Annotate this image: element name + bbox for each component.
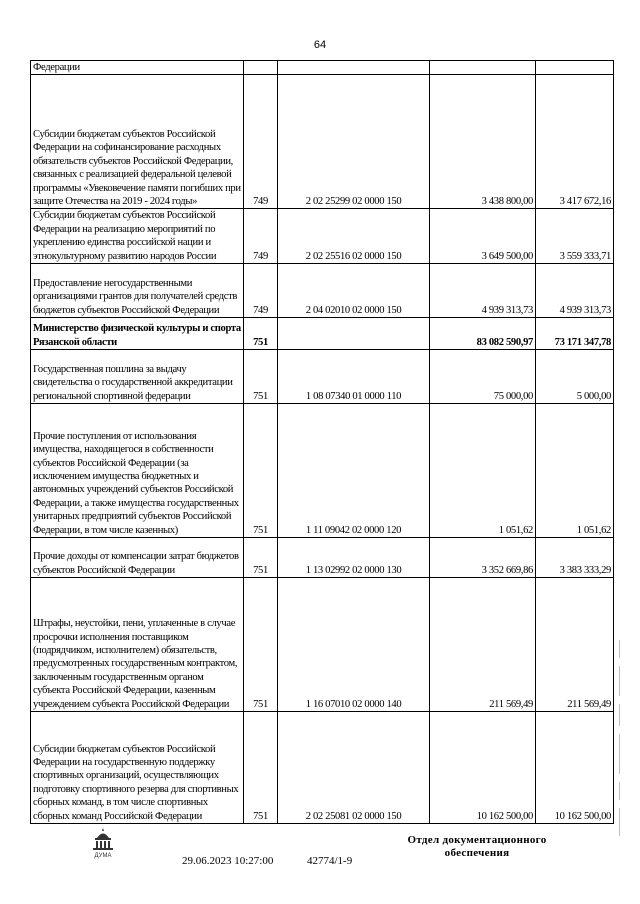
- row-code-cell: 751: [244, 712, 278, 824]
- row-kbk-cell: 1 11 09042 02 0000 120: [278, 404, 430, 538]
- row-plan-cell: 3 352 669,86: [430, 538, 536, 578]
- row-code-cell: 749: [244, 264, 278, 318]
- page-number: 64: [313, 39, 327, 51]
- row-kbk-cell: [278, 61, 430, 75]
- row-plan-cell: 4 939 313,73: [430, 264, 536, 318]
- row-name-cell: Субсидии бюджетам субъектов Российской Федерации на реализацию мероприятий по укреплению единства российской нации и этнокультурному развитию народов России: [31, 209, 244, 264]
- table-row: [31, 75, 614, 209]
- row-plan-cell: 75 000,00: [430, 350, 536, 404]
- row-code-cell: 751: [244, 538, 278, 578]
- row-code-cell: [244, 61, 278, 75]
- row-kbk-cell: 2 02 25081 02 0000 150: [278, 712, 430, 824]
- row-fact-cell: 10 162 500,00: [536, 712, 614, 824]
- row-fact-cell: 5 000,00: [536, 350, 614, 404]
- row-plan-cell: [430, 61, 536, 75]
- row-kbk-cell: 1 08 07340 01 0000 110: [278, 350, 430, 404]
- row-kbk-cell: 1 13 02992 02 0000 130: [278, 538, 430, 578]
- row-plan-cell: 83 082 590,97: [430, 318, 536, 350]
- row-fact-cell: 4 939 313,73: [536, 264, 614, 318]
- table-row: [31, 318, 614, 350]
- row-code-cell: 751: [244, 404, 278, 538]
- row-name-cell: Субсидии бюджетам субъектов Российской Федерации на государственную поддержку спортивных организаций, осуществляющих подготовку спортивного резерва для спортивных сборных команд, в том числе спортивных сборных команд Российской Федерации: [31, 712, 244, 824]
- row-plan-cell: 3 649 500,00: [430, 209, 536, 264]
- table-row: [31, 578, 614, 712]
- row-fact-cell: 73 171 347,78: [536, 318, 614, 350]
- row-name-cell: Государственная пошлина за выдачу свидетельства о государственной аккредитации региональной спортивной федерации: [31, 350, 244, 404]
- footer-datetime: 29.06.2023 10:27:00: [182, 855, 274, 867]
- footer-department: [403, 834, 551, 860]
- table-row: [31, 209, 614, 264]
- row-kbk-cell: 2 02 25299 02 0000 150: [278, 75, 430, 209]
- row-code-cell: 749: [244, 75, 278, 209]
- row-name-cell: Штрафы, неустойки, пени, уплаченные в случае просрочки исполнения поставщиком (подрядчиком, исполнителем) обязательств, предусмотренных государственным контрактом, заключенным государственным органом субъекта Российской Федерации, казенным учреждением субъекта Российской Федерации: [31, 578, 244, 712]
- footer-department-line2: обеспечения: [444, 847, 510, 859]
- row-fact-cell: 3 559 333,71: [536, 209, 614, 264]
- table-row: [31, 61, 614, 75]
- row-kbk-cell: [278, 318, 430, 350]
- table-row: [31, 712, 614, 824]
- row-name-cell: Предоставление негосударственными организациями грантов для получателей средств бюджетов субъектов Российской Федерации: [31, 264, 244, 318]
- row-plan-cell: 211 569,49: [430, 578, 536, 712]
- side-margin-stamp: [616, 640, 624, 840]
- table-row: [31, 264, 614, 318]
- duma-seal-icon: [88, 826, 118, 860]
- revenue-table: [30, 60, 614, 824]
- row-plan-cell: 3 438 800,00: [430, 75, 536, 209]
- row-fact-cell: 3 383 333,29: [536, 538, 614, 578]
- row-plan-cell: 1 051,62: [430, 404, 536, 538]
- row-name-cell: Прочие доходы от компенсации затрат бюджетов субъектов Российской Федерации: [31, 538, 244, 578]
- row-kbk-cell: 2 04 02010 02 0000 150: [278, 264, 430, 318]
- row-fact-cell: [536, 61, 614, 75]
- row-name-cell: Министерство физической культуры и спорта Рязанской области: [31, 318, 244, 350]
- row-kbk-cell: 1 16 07010 02 0000 140: [278, 578, 430, 712]
- table-row: [31, 404, 614, 538]
- row-code-cell: 751: [244, 350, 278, 404]
- row-name-cell: Субсидии бюджетам субъектов Российской Федерации на софинансирование расходных обязательств субъектов Российской Федерации, связанных с реализацией федеральной целевой программы «Увековечение памяти погибших при защите Отечества на 2019 - 2024 годы»: [31, 75, 244, 209]
- row-fact-cell: 211 569,49: [536, 578, 614, 712]
- row-code-cell: 751: [244, 318, 278, 350]
- row-plan-cell: 10 162 500,00: [430, 712, 536, 824]
- row-fact-cell: 1 051,62: [536, 404, 614, 538]
- svg-text:ДУМА: ДУМА: [94, 853, 112, 859]
- footer-doc-number: 42774/1-9: [307, 855, 353, 867]
- row-kbk-cell: 2 02 25516 02 0000 150: [278, 209, 430, 264]
- footer-department-line1: Отдел документационного: [407, 834, 547, 846]
- row-code-cell: 749: [244, 209, 278, 264]
- row-fact-cell: 3 417 672,16: [536, 75, 614, 209]
- table-row: [31, 350, 614, 404]
- table-row: [31, 538, 614, 578]
- row-code-cell: 751: [244, 578, 278, 712]
- row-name-cell: Прочие поступления от использования имущества, находящегося в собственности субъектов Российской Федерации (за исключением имущества бюджетных и автономных учреждений субъектов Российской Федерации, а также имущества государственных унитарных предприятий субъектов Российской Федерации, в том числе казенных): [31, 404, 244, 538]
- row-name-cell: Федерации: [31, 61, 244, 75]
